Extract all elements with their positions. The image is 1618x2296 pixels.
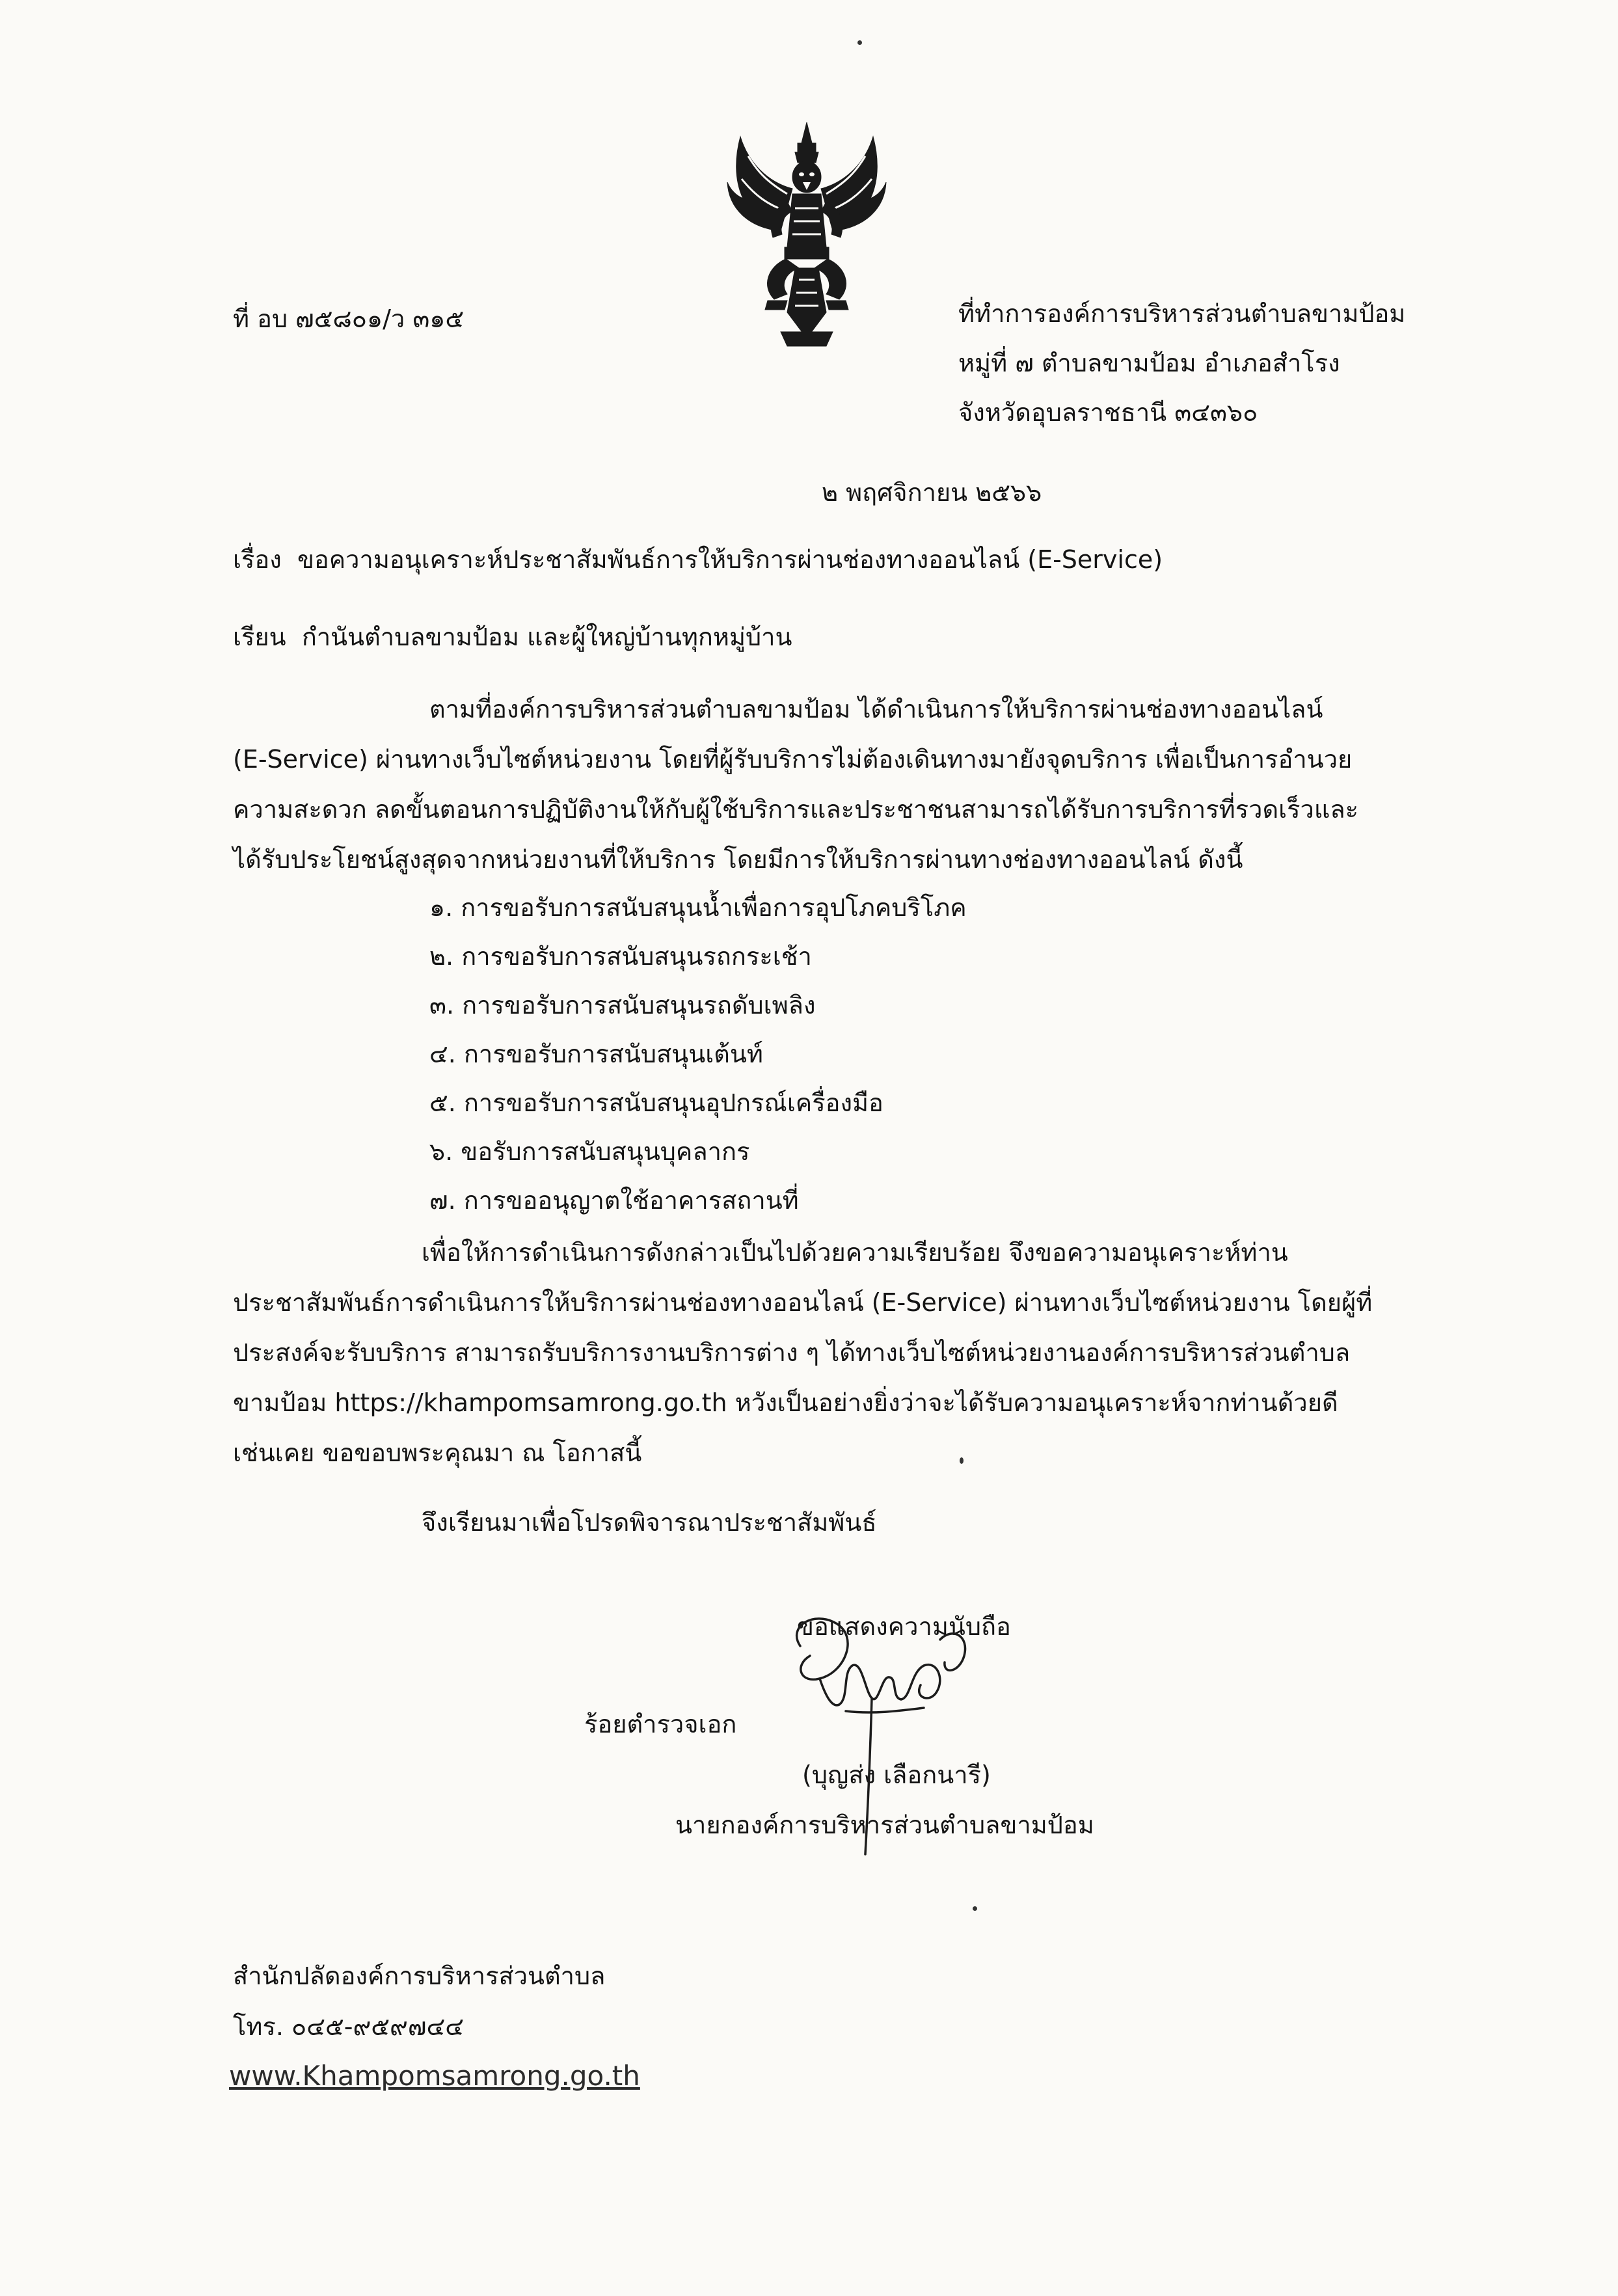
subject-line: [233, 545, 1163, 575]
garuda-emblem-icon: [722, 117, 891, 351]
paragraph2-line4: ขามป้อม https://khampomsamrong.go.th หวังเป็นอย่างยิ่งว่าจะได้รับความอนุเคราะห์จากท่านด้วยดี: [233, 1388, 1338, 1417]
scan-speck: [960, 1457, 964, 1464]
footer-office: สำนักปลัดองค์การบริหารส่วนตำบล: [233, 1962, 606, 1990]
sender-address-line3: จังหวัดอุบลราชธานี ๓๔๓๖๐: [958, 398, 1258, 427]
footer-website-link[interactable]: www.Khampomsamrong.go.th: [229, 2060, 640, 2092]
list-item: ๗. การขออนุญาตใช้อาคารสถานที่: [429, 1186, 799, 1215]
valediction: ขอแสดงความนับถือ: [797, 1612, 1011, 1641]
recipient-line: [233, 623, 792, 653]
list-item: ๒. การขอรับการสนับสนุนรถกระเช้า: [429, 942, 812, 971]
list-item: ๕. การขอรับการสนับสนุนอุปกรณ์เครื่องมือ: [429, 1088, 883, 1117]
list-item: ๓. การขอรับการสนับสนุนรถดับเพลิง: [429, 991, 816, 1020]
sender-address-line2: หมู่ที่ ๗ ตำบลขามป้อม อำเภอสำโรง: [958, 349, 1340, 377]
footer-phone: โทร. ๐๔๕-๙๕๙๗๔๔: [233, 2012, 464, 2041]
paragraph1-line3: ความสะดวก ลดขั้นตอนการปฏิบัติงานให้กับผู้ใช้บริการและประชาชนสามารถได้รับการบริการที่รวดเร็วและ: [233, 795, 1359, 824]
reference-number: ที่ อบ ๗๕๘๐๑/ว ๓๑๕: [233, 304, 465, 333]
recipient-text: กำนันตำบลขามป้อม และผู้ใหญ่บ้านทุกหมู่บ้าน: [301, 623, 792, 651]
signer-name: (บุญส่ง เลือกนารี): [802, 1761, 991, 1789]
signer-rank: ร้อยตำรวจเอก: [584, 1710, 737, 1738]
handwritten-signature: [774, 1600, 1008, 1874]
scan-speck: [973, 1906, 977, 1911]
list-item: ๑. การขอรับการสนับสนุนน้ำเพื่อการอุปโภคบริโภค: [429, 893, 967, 922]
letter-date: ๒ พฤศจิกายน ๒๕๖๖: [822, 478, 1042, 507]
subject-label: เรื่อง: [233, 545, 282, 574]
list-item: ๖. ขอรับการสนับสนุนบุคลากร: [429, 1137, 750, 1166]
list-item: ๔. การขอรับการสนับสนุนเต้นท์: [429, 1040, 763, 1068]
paragraph1-line1: ตามที่องค์การบริหารส่วนตำบลขามป้อม ได้ดำเนินการให้บริการผ่านช่องทางออนไลน์: [429, 695, 1323, 723]
paragraph2-line2: ประชาสัมพันธ์การดำเนินการให้บริการผ่านช่องทางออนไลน์ (E-Service) ผ่านทางเว็บไซต์หน่วยงาน โดยผู้ที่: [233, 1288, 1373, 1317]
paragraph1-line4: ได้รับประโยชน์สูงสุดจากหน่วยงานที่ให้บริการ โดยมีการให้บริการผ่านทางช่องทางออนไลน์ ดังนี้: [233, 845, 1243, 874]
scan-speck: [857, 40, 862, 45]
paragraph2-line3: ประสงค์จะรับบริการ สามารถรับบริการงานบริการต่าง ๆ ได้ทางเว็บไซต์หน่วยงานองค์การบริหารส่วนตำบล: [233, 1338, 1351, 1367]
closing-request: จึงเรียนมาเพื่อโปรดพิจารณาประชาสัมพันธ์: [422, 1508, 877, 1537]
signer-position: นายกองค์การบริหารส่วนตำบลขามป้อม: [675, 1811, 1094, 1839]
paragraph2-line5: เช่นเคย ขอขอบพระคุณมา ณ โอกาสนี้: [233, 1438, 642, 1467]
paragraph1-line2: (E-Service) ผ่านทางเว็บไซต์หน่วยงาน โดยที่ผู้รับบริการไม่ต้องเดินทางมายังจุดบริการ เพื่อเป็นการอำนวย: [233, 745, 1353, 774]
sender-address-line1: ที่ทำการองค์การบริหารส่วนตำบลขามป้อม: [958, 299, 1406, 328]
subject-text: ขอความอนุเคราะห์ประชาสัมพันธ์การให้บริการผ่านช่องทางออนไลน์ (E-Service): [297, 545, 1163, 574]
paragraph2-line1: เพื่อให้การดำเนินการดังกล่าวเป็นไปด้วยความเรียบร้อย จึงขอความอนุเคราะห์ท่าน: [422, 1238, 1288, 1267]
recipient-label: เรียน: [233, 623, 286, 651]
